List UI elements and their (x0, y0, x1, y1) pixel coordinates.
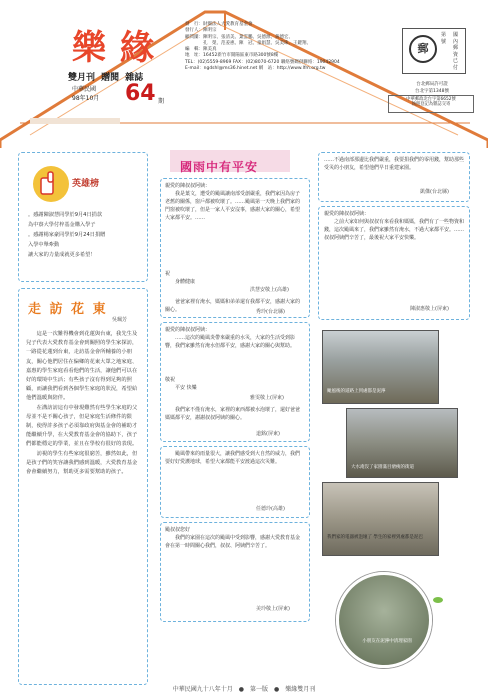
permit-box-line: 中華郵政北台字第6652號 (406, 97, 456, 102)
letter-signature: 凱傑(台北縣) (420, 189, 449, 195)
letter-signature: 陳淑惠敬上(屏東) (410, 306, 449, 312)
letter-signature: 洪慧安敬上(高雄) (250, 287, 289, 293)
issue-date-line2: 98年10月 (72, 95, 100, 102)
permit-line: 台北郵局許可證 (416, 82, 448, 87)
stamp-glyph: 郵 (409, 35, 437, 63)
announcement-line: 入學中舉牽動 (28, 242, 60, 248)
permit-line: 台北字第1348號 (415, 88, 449, 94)
letter-signature: 任德玲(高雄) (256, 506, 285, 512)
stamp-paid: 國內郵資已付 (453, 32, 459, 71)
publisher-line: TEL：(02)5559-8969 FAX：(02)8070-6720 聯絡號碼供聯絡：19042904 (185, 59, 340, 65)
photo-cleanup (336, 572, 432, 668)
letter-signature: 雅雯敬上(屏東) (250, 395, 284, 401)
masthead-title: 樂緣 (72, 28, 168, 68)
permit-info (386, 82, 478, 95)
photo-caption: 我們家的電器被泡壞了 學生的家裡到處都是泥巴 (327, 535, 423, 540)
letter-text: 親愛的陳叔叔阿姨： 之前大家如何與叔叔有來看我和媽媽，我們有了一些物資和錢，這次颱風來了，我們家雖然有淹水，不過大家都平安。……叔叔阿姨們辛苦了，最後祝大家平安快樂。 (324, 211, 464, 241)
postage-stamp (402, 28, 466, 74)
letter-text: 親愛的陳叔叔阿姨： 我是葉文，遭受的颱風讓南部受創嚴重，我們家因為房子老舊的關係，窗戶都被吹壞了。……颱風第一天晚上我們家的門窗被吹壞了，但是一家人平安沒事，感謝大家的關心，希望大家都平安。…… (165, 183, 301, 221)
photo-damaged-home (346, 408, 458, 478)
publisher-info (185, 22, 390, 72)
photo-caption: 小朋友在泥濘中清理家園 (362, 639, 412, 644)
issue-date (72, 85, 99, 103)
photo-visit (322, 482, 439, 556)
issue-unit: 期 (158, 98, 165, 105)
page-heading: 國雨中有平安 (180, 160, 259, 174)
letter-text: 我們家不僅有淹水，家裡的東西都被水泡壞了，還好爸爸媽媽都平安，謝謝叔叔阿姨的關心。 (165, 407, 301, 421)
letter-signature: 秀玲(台北縣) (256, 309, 285, 315)
photo-caption: 颱風後的道路上到處都是泥濘 (327, 389, 386, 394)
visit-title: 走 訪 花 東 (28, 302, 108, 317)
stamp-number: 第 號 (441, 32, 447, 45)
issue-date-line1: 中華民國 (72, 86, 97, 93)
thumbs-up-icon (28, 164, 74, 208)
letter-text: 親愛的陳叔叔阿姨： ……這次的颱風炎帶來嚴重的水災，大家的生活受到影響，我們家雖然有淹水但都平安，感謝大家的關心與幫助。 (165, 327, 296, 349)
visit-author: 吳珮芳 (112, 317, 128, 323)
announcement-list (28, 210, 140, 280)
publisher-line: E-mail：ngdshl@ms36.hinet.net 網 站：http://www.lfm.org.tw (185, 66, 326, 72)
letter-signature: 道銘(屏東) (256, 431, 280, 437)
letter-closing: 祝 身體健康 (165, 271, 196, 285)
publisher-line: 發行人：陳明宗 (185, 28, 217, 34)
photo-caption: 大水淹沒了家園滿目瘡痍的街道 (351, 465, 414, 470)
permit-box-line: 執照登記為雜誌交寄 (411, 102, 451, 107)
announcement-title: 英雄榜 (72, 179, 100, 189)
publisher-line: 顧問團：陳明宗、張清美、葉雲鵬、吳德源、黃德宏、 (185, 34, 293, 40)
announcement-line: 為中寮大學付梓基金購入學子 (28, 222, 96, 228)
letter-text: 颱風帶來的雨量很大，讓我們感受到大自然的威力，我們要好好愛護地球，希望大家都能平安渡過這次災難。 (165, 451, 301, 465)
issue-number: 64 (125, 81, 156, 106)
letter-signature: 美玲敬上(屏東) (256, 606, 290, 612)
letter-text: 爸爸家裡有淹水，媽媽和弟弟還有我都平安，感謝大家的關心。 (165, 299, 301, 313)
announcement-line: 。感謝楊家豪同學於9月24日捐贈 (28, 232, 106, 238)
publisher-line: 孔 榮、范姜惠、陳 冠、童娟慧、吳美珠、王鍵翔、 (185, 40, 311, 46)
publisher-line: 編 輯：陳美真 (185, 47, 217, 53)
publisher-line: 地 址：16452新竹市開陽區東市路300號8樓 (185, 53, 279, 59)
page-footer: 中華民國九十八年十月 ● 第一版 ● 樂緣雙月刊 (172, 686, 316, 693)
announcement-line: 。感謝陳淑慧同學於9月4日捐款 (28, 212, 103, 218)
announcement-line: 讓大家的力量成就更多希望！ (28, 252, 96, 258)
visit-article-text: 這是一次難得機會到花蓮與台東，我先生及兒子代表大愛教育基金會到關照的學生家探訪，一路從花蓮到台東，走訪基金會所輔養的小朋友，關心他們居住在偏鄉的花東大眾之地家庭、嘉惠的學生家庭看看他們的生活，讓他們可以在好的環境中生活；有些孩子沒有得到足夠的照顧，而讓我們看到各個學生家庭的狀況，希望給他們溫暖與陪伴。 在溝訪訪這有中發現難然有些學生家庭的父母並不是不關心孩子，但是家庭生活條件的限制，使得許多孩子必須靠政府與基金會的補助才能繼續升學，在大愛教育基金會的協助下，孩子們都能穩定的學業，並且在學校有很好的表現。 訪視的學生有些家庭很窮苦，雖然如此，但是孩子們的笑容讓我們感到溫暖，大愛教育基金會會繼續努力，幫助更多需要幫助的孩子。 (26, 331, 138, 476)
masthead-subtitle: 雙月刊 贈閱 雜誌 (68, 73, 144, 83)
publisher-line: 發 行：財團法人大愛教育基金會 (185, 22, 253, 27)
letter-text: ……不過南部那邊比我們嚴重，我要捐我們的零用錢，幫助那些受災的小朋友，希望他們早日重建家園。 (324, 157, 464, 171)
leaf-icon (432, 590, 444, 600)
photo-flooded-street (322, 330, 439, 404)
letter-closing: 敬祝 平安 快樂 (165, 377, 197, 391)
letter-text: 颱叔叔您好 我們的家園在這次的颱風中受到影響，感謝大愛教育基金會在第一時間關心我們，叔叔、阿姨們辛苦了。 (165, 527, 301, 549)
permit-box (388, 95, 474, 113)
